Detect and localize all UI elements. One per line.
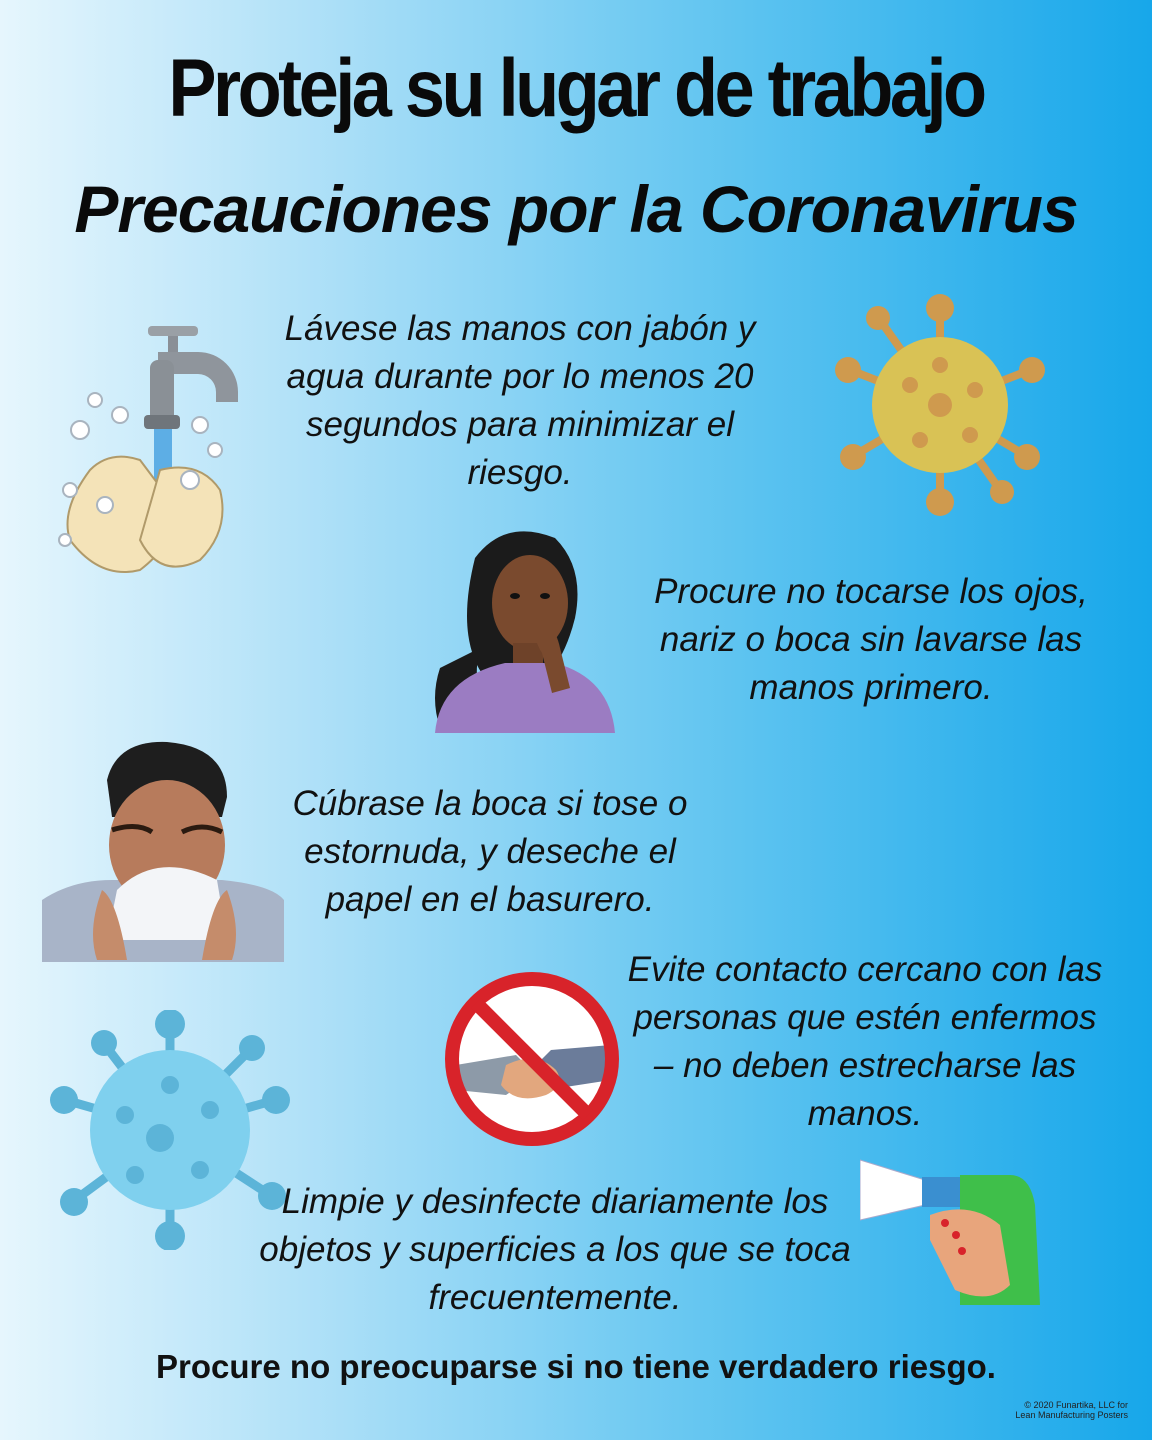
copyright-line-1: © 2020 Funartika, LLC for: [1024, 1400, 1128, 1410]
tip-cover-cough: Cúbrase la boca si tose o estornuda, y deseche el papel en el basurero.: [292, 784, 688, 919]
handwashing-faucet-icon: [50, 320, 260, 580]
virus-yellow-icon: [835, 290, 1045, 520]
tip-disinfect: Limpie y desinfecte diariamente los objetos y superficies a los que se toca frecuentemente.: [259, 1182, 851, 1317]
no-handshake-icon: [436, 965, 628, 1153]
copyright-notice: [988, 1400, 1128, 1420]
copyright-line-2: Lean Manufacturing Posters: [1015, 1410, 1128, 1420]
spray-bottle-icon: [860, 1155, 1045, 1310]
man-sneezing-tissue-icon: [42, 740, 284, 962]
page-subtitle: Precauciones por la Coronavirus: [74, 172, 1078, 246]
tip-wash-hands: Lávese las manos con jabón y agua durante por lo menos 20 segundos para minimizar el riesgo.: [284, 309, 756, 492]
page-title: Proteja su lugar de trabajo: [168, 43, 984, 134]
tip-no-touch-face: Procure no tocarse los ojos, nariz o boca sin lavarse las manos primero.: [654, 572, 1088, 707]
woman-touching-face-icon: [425, 518, 620, 740]
tip-avoid-contact: Evite contacto cercano con las personas que estén enfermos – no deben estrecharse las manos.: [627, 950, 1103, 1133]
footer-message: Procure no preocuparse si no tiene verdadero riesgo.: [156, 1348, 996, 1385]
